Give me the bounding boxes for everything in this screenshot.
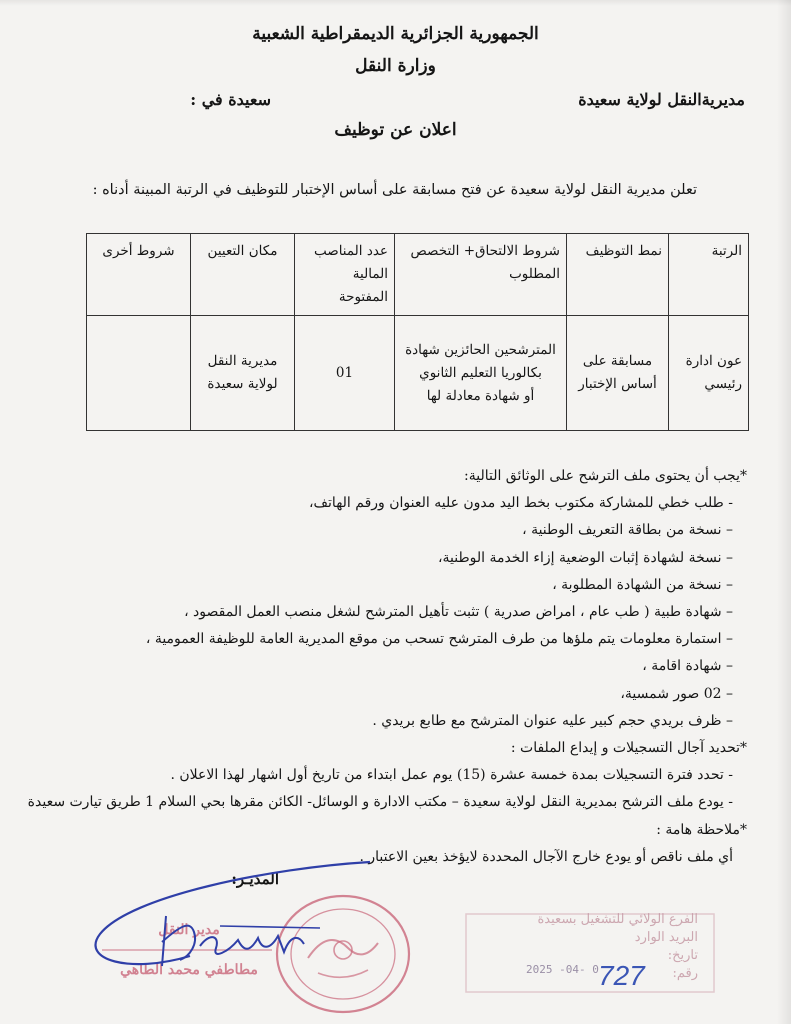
header-other: شروط أخرى — [87, 234, 191, 316]
documents-heading: *يجب أن يحتوى ملف الترشح على الوثائق التالية: — [464, 468, 747, 484]
manager-stamp-name: مطاطفي محمد الطاهي — [120, 962, 258, 978]
list-item: – شهادة اقامة ، — [642, 658, 733, 675]
list-item: – استمارة معلومات يتم ملؤها من طرف المترشح تسحب من موقع المديرية العامة للوظيفة العمومية ، — [145, 631, 733, 648]
scan-shadow-top — [0, 0, 791, 6]
deadlines-heading: *تحديد آجال التسجيلات و إيداع الملفات : — [510, 740, 747, 757]
manager-label: المديـر: — [231, 870, 279, 888]
intro-paragraph: تعلن مديرية النقل لولاية سعيدة عن فتح مسابقة على أساس الإختبار للتوظيف في الرتبة المبينة أدناه : — [92, 182, 697, 198]
registration-stamp-line3: تاريخ: — [667, 948, 698, 963]
registration-stamp-line1: الفرع الولائي للتشغيل بسعيدة — [537, 912, 698, 927]
list-item: - تحدد فترة التسجيلات بمدة خمسة عشرة (15) يوم عمل ابتداء من تاريخ أول اشهار لهذا الاعلان . — [170, 767, 733, 784]
republic-heading: الجمهورية الجزائرية الديمقراطية الشعبية — [252, 24, 539, 44]
table-header-row — [87, 234, 749, 316]
manager-signature — [70, 856, 430, 996]
registration-date: 2025 -04- 0 — [526, 963, 599, 976]
ministry-heading: وزارة النقل — [355, 56, 436, 76]
directorate-name: مديريةالنقل لولاية سعيدة — [578, 90, 745, 109]
list-item: – نسخة لشهادة إثبات الوضعية إزاء الخدمة الوطنية، — [437, 549, 733, 566]
cell-conditions: المترشحين الحائزين شهادة بكالوريا التعليم الثانوي أو شهادة معادلة لها — [395, 316, 567, 431]
requirements-section — [27, 463, 747, 871]
place-date-label: سعيدة في : — [190, 90, 271, 109]
header-conditions: شروط الالتحاق+ التخصص المطلوب — [395, 234, 567, 316]
list-item: – شهادة طبية ( طب عام ، امراض صدرية ) تثبت تأهيل المترشح لشغل منصب العمل المقصود ، — [184, 604, 733, 621]
cell-posts: 01 — [295, 316, 395, 431]
header-grade: الرتبة — [669, 234, 749, 316]
manager-stamp-title: مدير النقل — [158, 922, 220, 938]
table-row — [87, 316, 749, 431]
cell-mode: مسابقة على أساس الإختبار — [567, 316, 669, 431]
header-posts: عدد المناصب المالية المفتوحة — [295, 234, 395, 316]
note-heading: *ملاحظة هامة : — [656, 821, 747, 838]
header-mode: نمط التوظيف — [567, 234, 669, 316]
cell-other — [87, 316, 191, 431]
list-item: – 02 صور شمسية، — [620, 685, 733, 702]
list-item: - يودع ملف الترشح بمديرية النقل لولاية سعيدة – مكتب الادارة و الوسائل- الكائن مقرها بحي السلام 1 طريق تيارت سعيدة — [27, 794, 733, 811]
registration-stamp-line4: رقم: — [672, 966, 698, 981]
scan-shadow-right — [777, 0, 791, 1024]
list-item: - طلب خطي للمشاركة مكتوب بخط اليد مدون عليه العنوان ورقم الهاتف، — [309, 495, 733, 512]
header-location: مكان التعيين — [191, 234, 295, 316]
announcement-title: اعلان عن توظيف — [334, 120, 457, 140]
list-item: – ظرف بريدي حجم كبير عليه عنوان المترشح مع طابع بريدي . — [372, 712, 733, 729]
list-item: – نسخة من الشهادة المطلوبة ، — [552, 576, 733, 593]
registration-number: 727 — [598, 960, 645, 991]
recruitment-table — [86, 233, 749, 431]
cell-grade: عون ادارة رئيسي — [669, 316, 749, 431]
list-item: – نسخة من بطاقة التعريف الوطنية ، — [522, 522, 733, 539]
note-text: أي ملف ناقص أو يودع خارج الآجال المحددة لايؤخذ بعين الاعتبار . — [359, 848, 733, 865]
registration-stamp-line2: البريد الوارد — [634, 930, 698, 945]
cell-location: مديرية النقل لولاية سعيدة — [191, 316, 295, 431]
